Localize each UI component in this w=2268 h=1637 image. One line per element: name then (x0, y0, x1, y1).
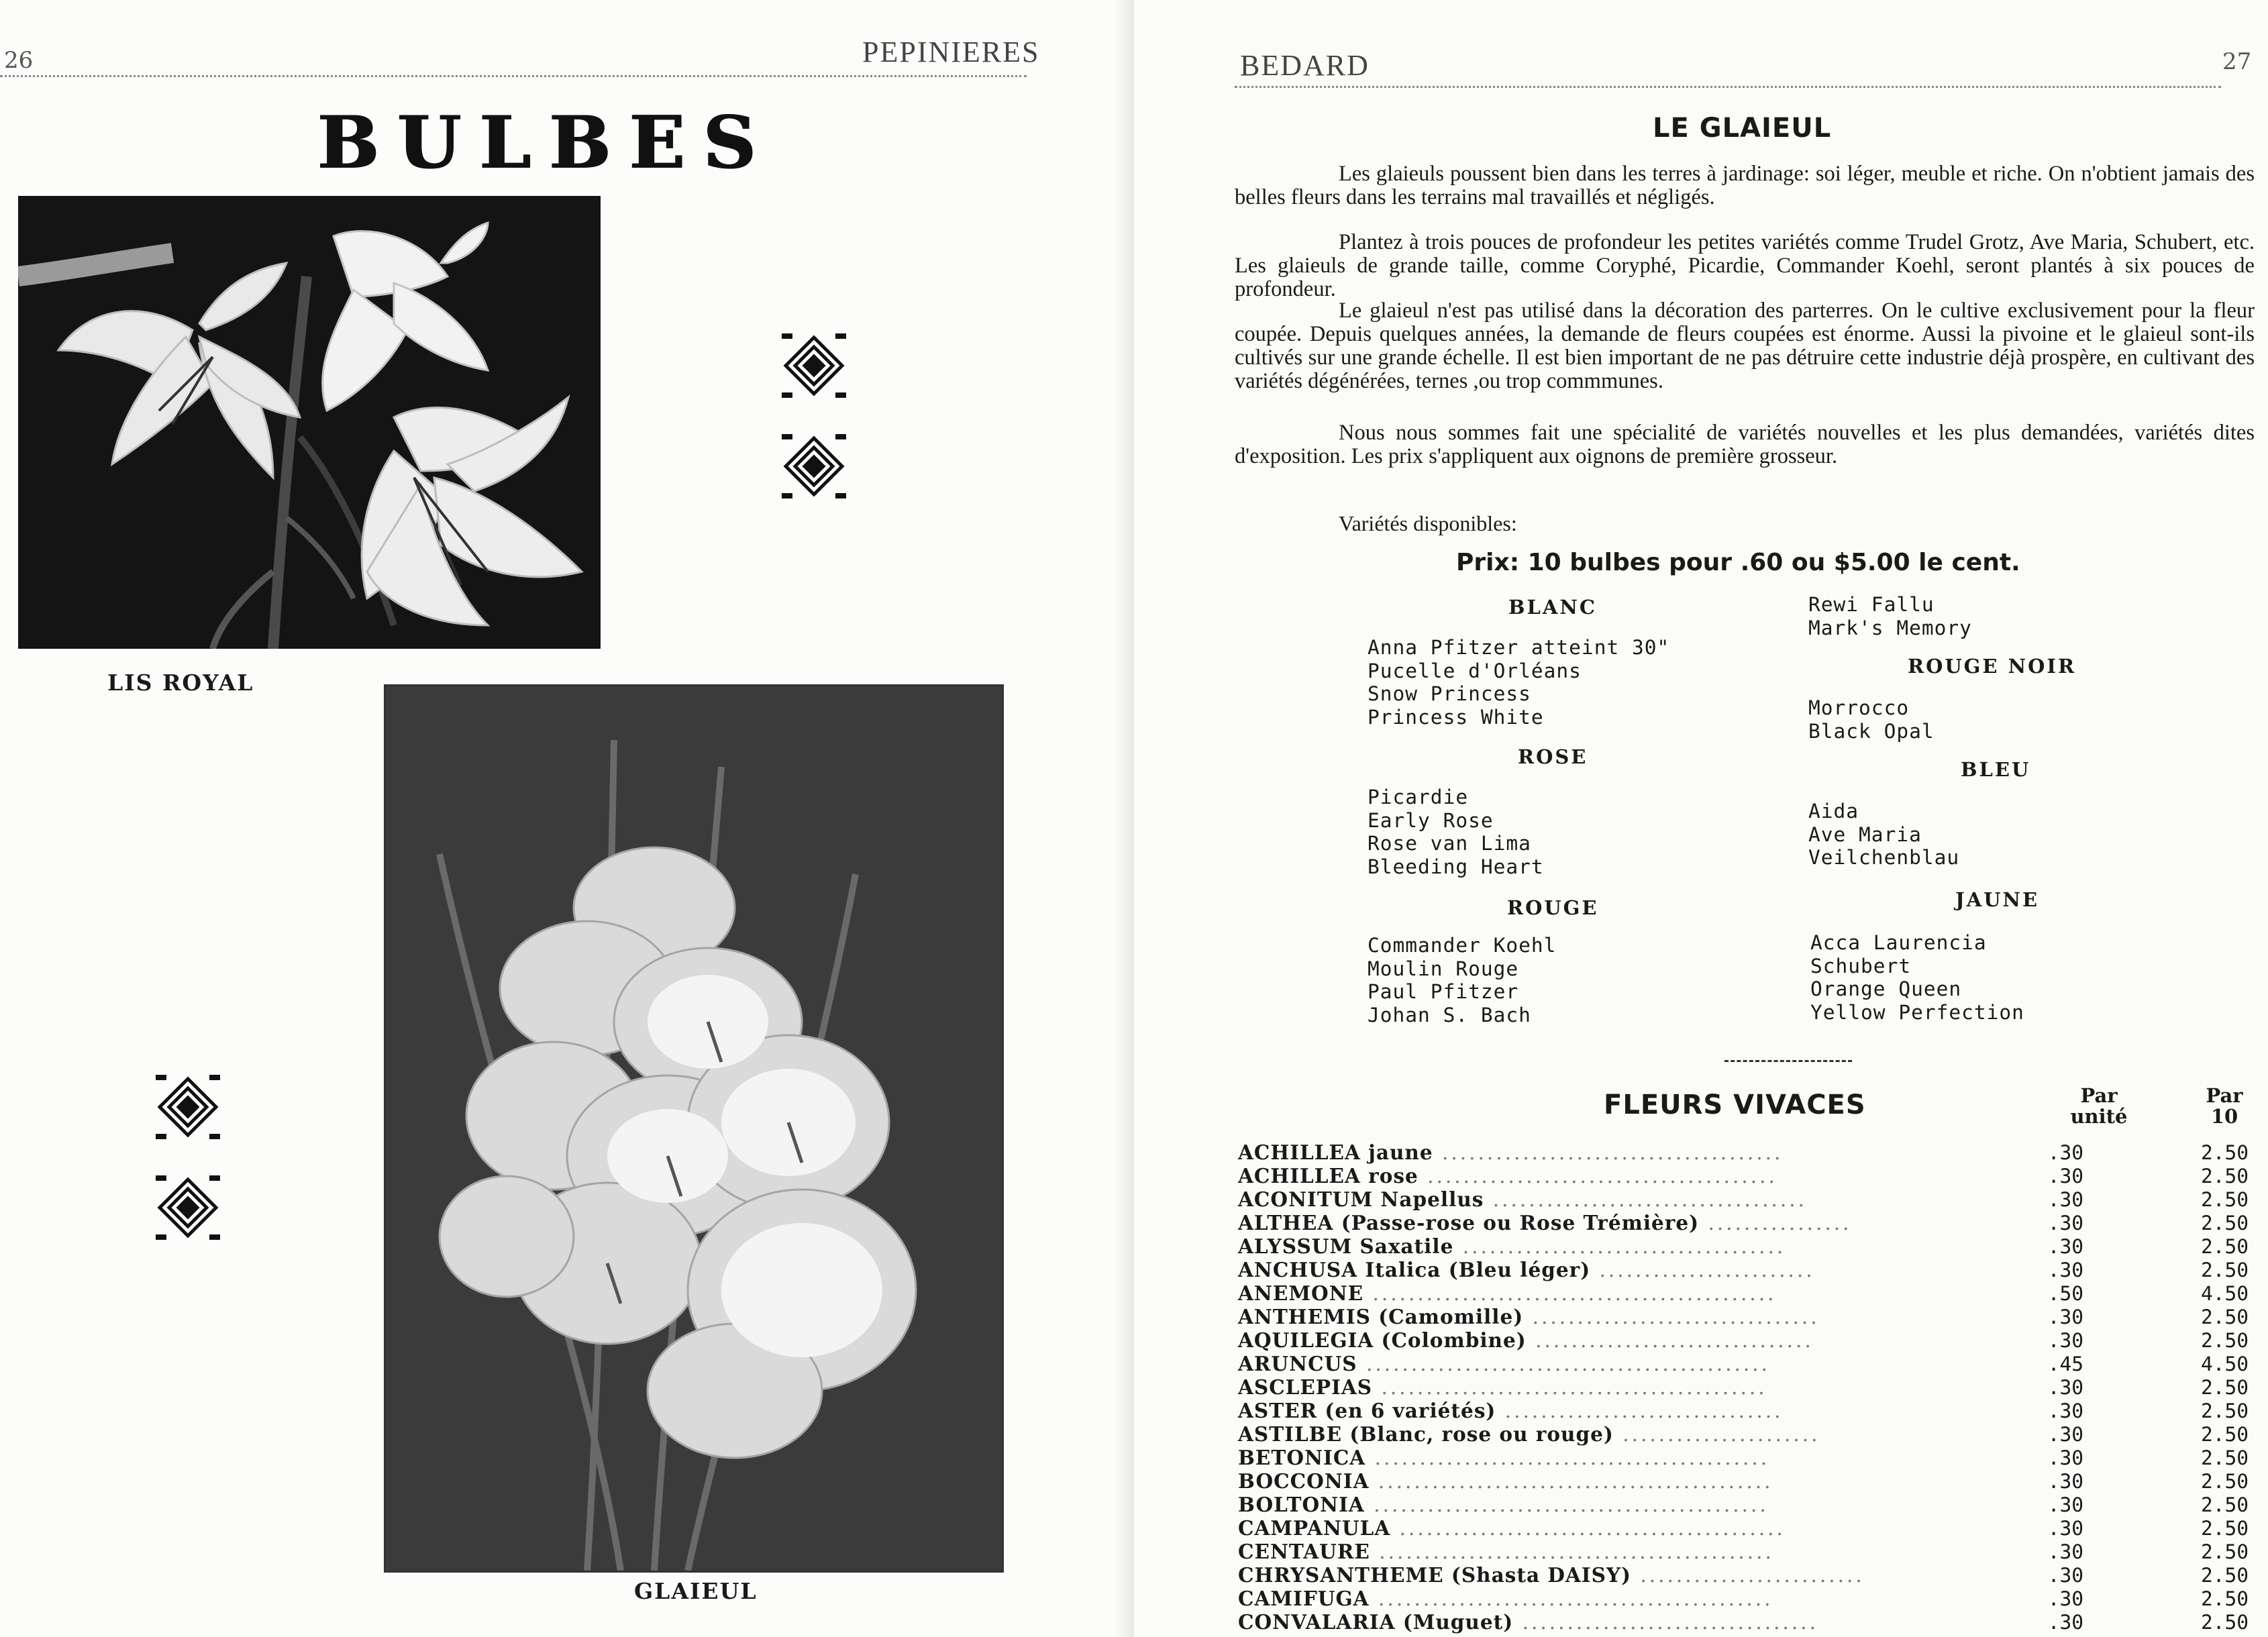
plant-name: CHRYSANTHEME (Shasta DAISY) ......................... (1238, 1563, 1865, 1587)
page-number: 26 (4, 47, 34, 74)
list-item: Snow Princess (1368, 682, 1531, 705)
price-ten: 2.50 (2200, 1141, 2249, 1164)
lily-image (18, 196, 601, 649)
table-row (1238, 1446, 2251, 1469)
table-row (1238, 1281, 2251, 1305)
list-item: Rewi Fallu (1808, 593, 1935, 616)
plant-name: ASTER (en 6 variétés) ............................... (1238, 1399, 1784, 1422)
table-row (1238, 1469, 2251, 1493)
table-row (1238, 1187, 2251, 1211)
list-item: Bleeding Heart (1368, 855, 1544, 878)
list-item: Veilchenblau (1808, 846, 1960, 869)
table-row (1238, 1563, 2251, 1587)
price-ten: 2.50 (2200, 1540, 2249, 1563)
table-row (1238, 1587, 2251, 1610)
price-unit: .30 (2047, 1141, 2083, 1164)
list-item: Schubert (1810, 954, 1912, 978)
table-row (1238, 1493, 2251, 1516)
vivaces-heading: FLEURS VIVACES (1604, 1090, 1866, 1120)
page-title: BULBES (317, 101, 774, 185)
color-heading: ROSE (1518, 745, 1588, 768)
plant-name: ANTHEMIS (Camomille) ................................ (1238, 1305, 1820, 1328)
plant-name: ALYSSUM Saxatile .................................... (1238, 1234, 1786, 1258)
table-row (1238, 1610, 2251, 1634)
paragraph: Les glaieuls poussent bien dans les terres à jardinage: soi léger, meuble et riche. On n'obtient jamais des belles fleurs dans les terrains mal travaillés et négligés. (1235, 162, 2255, 209)
glaieul-heading: LE GLAIEUL (1653, 113, 1832, 144)
table-row (1238, 1540, 2251, 1563)
ornament-icon (780, 433, 847, 500)
price-unit: .30 (2047, 1587, 2083, 1610)
variety-list (1808, 696, 1935, 743)
header-rule (1235, 86, 2221, 88)
price-ten: 2.50 (2200, 1423, 2249, 1446)
plant-name: CONVALARIA (Muguet) ................................. (1238, 1610, 1819, 1634)
list-item: Black Opal (1808, 719, 1935, 743)
paragraph: Plantez à trois pouces de profondeur les petites variétés comme Trudel Grotz, Ave Maria, Schubert, etc. Les glaieuls de grande taille, comme Coryphé, Picardie, Commander Koehl, seront plantés à six pouces de profondeur. (1235, 230, 2255, 301)
plant-name: AQUILEGIA (Colombine) ............................... (1238, 1328, 1814, 1352)
list-item: Mark's Memory (1808, 616, 1972, 639)
price-ten: 2.50 (2200, 1329, 2249, 1352)
price-ten: 2.50 (2200, 1470, 2249, 1493)
running-head: BEDARD (1240, 49, 1370, 82)
variety-list (1808, 593, 1972, 639)
price-ten: 2.50 (2200, 1564, 2249, 1587)
page-number: 27 (2222, 48, 2252, 75)
plant-name: ACONITUM Napellus ................................... (1238, 1187, 1807, 1211)
table-row (1238, 1399, 2251, 1422)
plant-name: CAMIFUGA ............................................ (1238, 1587, 1773, 1610)
price-unit: .30 (2047, 1329, 2083, 1352)
plant-name: BOCCONIA ............................................ (1238, 1469, 1773, 1493)
price-unit: .30 (2047, 1446, 2083, 1469)
color-heading: BLEU (1961, 758, 2031, 781)
price-unit: .30 (2047, 1400, 2083, 1422)
plant-name: ACHILLEA jaune ...................................... (1238, 1141, 1784, 1164)
color-heading: ROUGE NOIR (1908, 655, 2077, 678)
price-ten: 2.50 (2200, 1517, 2249, 1540)
list-item: Yellow Perfection (1810, 1000, 2024, 1024)
ornament-icon (780, 332, 847, 399)
plant-name: ANEMONE ............................................. (1238, 1281, 1777, 1305)
plant-name: ASTILBE (Blanc, rose ou rouge) ...................... (1238, 1422, 1820, 1446)
price-ten: 2.50 (2200, 1587, 2249, 1610)
price-ten: 2.50 (2200, 1235, 2249, 1258)
price-ten: 4.50 (2200, 1353, 2249, 1375)
variety-list (1368, 786, 1544, 878)
table-row (1238, 1234, 2251, 1258)
section-divider (1724, 1060, 1852, 1062)
color-heading: BLANC (1508, 596, 1597, 619)
gladiolus-photo (384, 684, 1004, 1573)
price-ten: 2.50 (2200, 1306, 2249, 1328)
price-ten: 4.50 (2200, 1282, 2249, 1305)
table-row (1238, 1141, 2251, 1164)
header-rule (0, 75, 1027, 77)
price-unit: .45 (2047, 1353, 2083, 1375)
table-row (1238, 1305, 2251, 1328)
price-unit: .30 (2047, 1517, 2083, 1540)
color-heading: ROUGE (1507, 896, 1599, 919)
price-unit: .30 (2047, 1306, 2083, 1328)
plant-name: ANCHUSA Italica (Bleu léger) ........................ (1238, 1258, 1815, 1281)
column-header-ten: Par 10 (2206, 1084, 2243, 1128)
price-unit: .30 (2047, 1235, 2083, 1258)
column-header-unit: Par unité (2070, 1084, 2128, 1128)
price-ten: 2.50 (2200, 1165, 2249, 1187)
table-row (1238, 1258, 2251, 1281)
price-unit: .30 (2047, 1540, 2083, 1563)
list-item: Paul Pfitzer (1368, 980, 1519, 1003)
list-item: Anna Pfitzer atteint 30" (1368, 636, 1670, 659)
table-row (1238, 1164, 2251, 1187)
price-unit: .30 (2047, 1470, 2083, 1493)
price-ten: 2.50 (2200, 1493, 2249, 1516)
price-ten: 2.50 (2200, 1400, 2249, 1422)
price-ten: 2.50 (2200, 1188, 2249, 1211)
list-item: Morrocco (1808, 696, 1910, 719)
list-item: Commander Koehl (1368, 934, 1557, 957)
price-unit: .30 (2047, 1188, 2083, 1211)
lily-photo (18, 196, 601, 649)
table-row (1238, 1352, 2251, 1375)
price-unit: .30 (2047, 1259, 2083, 1281)
gladiolus-image (386, 686, 1002, 1571)
list-item: Pucelle d'Orléans (1368, 659, 1582, 682)
plant-name: BOLTONIA ............................................ (1238, 1493, 1769, 1516)
ornament-icon (154, 1174, 221, 1241)
price-ten: 2.50 (2200, 1611, 2249, 1634)
plant-name: ACHILLEA rose ....................................... (1238, 1164, 1777, 1187)
price-ten: 2.50 (2200, 1212, 2249, 1234)
plant-name: CENTAURE ............................................ (1238, 1540, 1774, 1563)
lily-caption: LIS ROYAL (107, 670, 254, 696)
variety-list (1808, 800, 1959, 869)
list-item: Johan S. Bach (1368, 1003, 1531, 1026)
table-row (1238, 1516, 2251, 1540)
paragraph: Nous nous sommes fait une spécialité de variétés nouvelles et les plus demandées, variétés dites d'exposition. Les prix s'appliquent aux oignons de première grosseur. (1235, 421, 2255, 468)
list-item: Orange Queen (1810, 978, 1962, 1000)
price-unit: .30 (2047, 1564, 2083, 1587)
color-heading: JAUNE (1955, 888, 2040, 911)
price-unit: .30 (2047, 1611, 2083, 1634)
perennials-table (1238, 1141, 2251, 1634)
ornament-icon (154, 1073, 221, 1141)
variety-list (1810, 931, 2024, 1024)
list-item: Ave Maria (1808, 823, 1922, 846)
price-unit: .30 (2047, 1165, 2083, 1187)
price-unit: .30 (2047, 1423, 2083, 1446)
table-row (1238, 1422, 2251, 1446)
table-row (1238, 1375, 2251, 1399)
plant-name: ASCLEPIAS ........................................... (1238, 1375, 1767, 1399)
plant-name: BETONICA ............................................ (1238, 1446, 1770, 1469)
running-head: PEPINIERES (862, 36, 1040, 68)
paragraph: Le glaieul n'est pas utilisé dans la décoration des parterres. On le cultive exclusivement pour la fleur coupée. Depuis quelques années, la demande de fleurs coupées est énorme. Aussi la pivoine et le glaieul sont-ils cultivés sur une grande échelle. Il est bien important de ne pas détruire cette industrie déjà prospère, en cultivant des variétés dégénérées, ternes ,ou trop commmunes. (1235, 299, 2255, 393)
price-unit: .30 (2047, 1212, 2083, 1234)
price-unit: .50 (2047, 1282, 2083, 1305)
varieties-label: Variétés disponibles: (1339, 511, 1517, 535)
table-row (1238, 1328, 2251, 1352)
variety-list (1368, 934, 1556, 1026)
list-item: Aida (1808, 800, 1859, 823)
price-unit: .30 (2047, 1376, 2083, 1399)
price-ten: 2.50 (2200, 1376, 2249, 1399)
plant-name: ARUNCUS ............................................. (1238, 1352, 1770, 1375)
plant-name: CAMPANULA ........................................... (1238, 1516, 1786, 1540)
gladiolus-caption: GLAIEUL (634, 1578, 758, 1604)
variety-list (1368, 636, 1669, 729)
list-item: Picardie (1368, 786, 1469, 808)
price-line: Prix: 10 bulbes pour .60 ou $5.00 le cent. (1456, 549, 2020, 576)
list-item: Acca Laurencia (1810, 931, 1987, 954)
plant-name: ALTHEA (Passe-rose ou Rose Trémière) ................ (1238, 1211, 1852, 1234)
table-row (1238, 1211, 2251, 1234)
list-item: Early Rose (1368, 808, 1494, 832)
list-item: Rose van Lima (1368, 832, 1531, 855)
price-unit: .30 (2047, 1493, 2083, 1516)
list-item: Moulin Rouge (1368, 957, 1519, 980)
price-ten: 2.50 (2200, 1446, 2249, 1469)
list-item: Princess White (1368, 705, 1544, 729)
price-ten: 2.50 (2200, 1259, 2249, 1281)
